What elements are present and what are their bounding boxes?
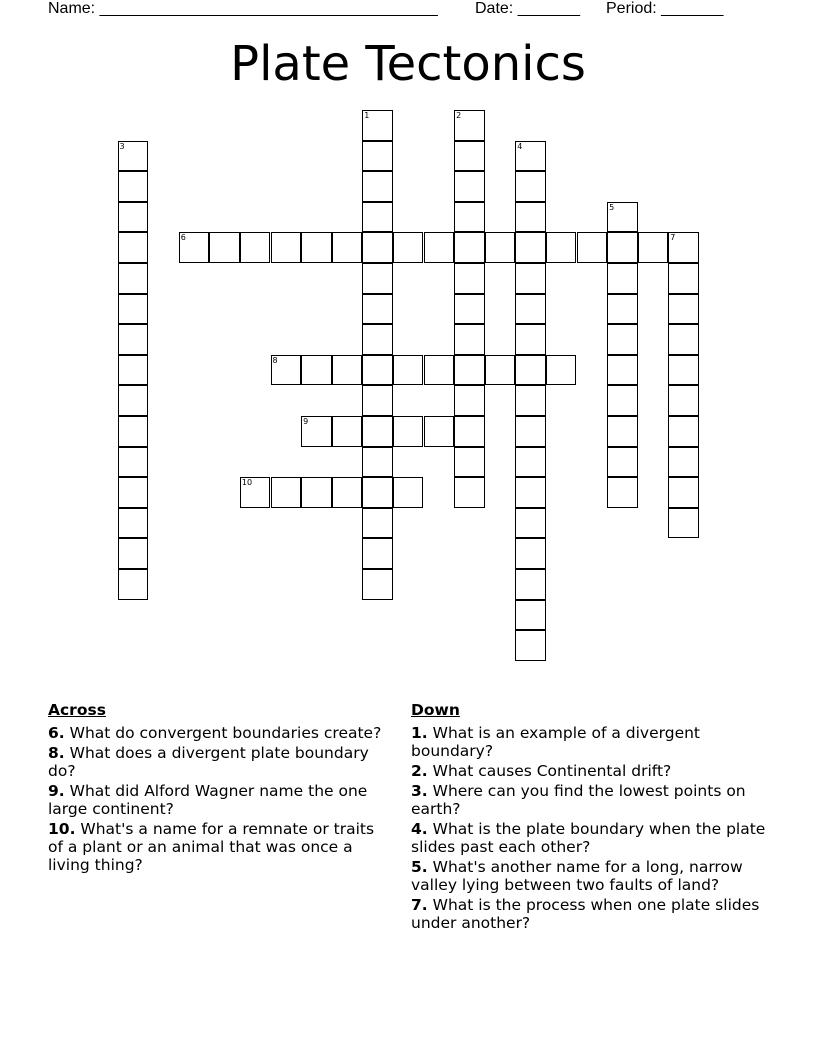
grid-cell[interactable] [301, 416, 332, 447]
grid-cell[interactable] [240, 477, 271, 508]
grid-cell[interactable] [118, 171, 149, 202]
grid-cell[interactable] [362, 141, 393, 172]
clue-number: 1. [411, 724, 428, 742]
grid-cell[interactable] [454, 385, 485, 416]
clue-number: 9. [48, 782, 65, 800]
grid-cell[interactable] [271, 477, 302, 508]
grid-cell[interactable] [668, 355, 699, 386]
cell-number: 7 [670, 233, 676, 243]
cell-number: 8 [272, 355, 278, 365]
grid-cell[interactable] [301, 477, 332, 508]
grid-cell[interactable] [118, 385, 149, 416]
grid-cell[interactable] [424, 355, 455, 386]
clue-text: What did Alford Wagner name the one large continent? [48, 782, 368, 818]
clue-text: What is an example of a divergent boundary? [411, 724, 700, 760]
grid-cell[interactable] [668, 508, 699, 539]
grid-cell[interactable] [454, 202, 485, 233]
grid-cell[interactable] [271, 355, 302, 386]
clue-down-1 [411, 724, 766, 760]
grid-cell[interactable] [179, 232, 210, 263]
grid-cell[interactable] [362, 508, 393, 539]
grid-cell[interactable] [362, 232, 393, 263]
cell-number: 5 [609, 202, 615, 212]
clue-text: What is the plate boundary when the plate slides past each other? [411, 820, 766, 856]
grid-cell[interactable] [607, 324, 638, 355]
grid-cell[interactable] [393, 477, 424, 508]
clue-down-5 [411, 858, 766, 894]
grid-cell[interactable] [577, 232, 608, 263]
grid-cell[interactable] [668, 263, 699, 294]
cell-number: 9 [303, 417, 309, 426]
grid-cell[interactable] [454, 171, 485, 202]
grid-cell[interactable] [485, 232, 516, 263]
clue-text: What is the process when one plate slides under another? [411, 896, 760, 932]
grid-cell[interactable] [393, 232, 424, 263]
grid-cell[interactable] [454, 294, 485, 325]
clue-number: 5. [411, 858, 428, 876]
grid-cell[interactable] [424, 416, 455, 447]
grid-cell[interactable] [118, 324, 149, 355]
grid-cell[interactable] [607, 355, 638, 386]
grid-cell[interactable] [607, 447, 638, 478]
grid-cell[interactable] [118, 263, 149, 294]
grid-cell[interactable] [362, 294, 393, 325]
cell-number: 4 [517, 141, 523, 151]
grid-cell[interactable] [362, 110, 393, 141]
grid-cell[interactable] [362, 263, 393, 294]
grid-cell[interactable] [638, 232, 669, 263]
grid-cell[interactable] [332, 477, 363, 508]
grid-cell[interactable] [668, 416, 699, 447]
clue-number: 3. [411, 782, 428, 800]
period-field[interactable]: Period: _______ [606, 0, 724, 17]
grid-cell[interactable] [485, 355, 516, 386]
clue-text: What causes Continental drift? [432, 762, 672, 780]
grid-cell[interactable] [515, 141, 546, 172]
clue-down-7 [411, 896, 766, 932]
clue-across-10 [48, 820, 393, 874]
grid-cell[interactable] [301, 232, 332, 263]
grid-cell[interactable] [454, 141, 485, 172]
grid-cell[interactable] [515, 202, 546, 233]
across-clues-section [48, 700, 393, 876]
grid-cell[interactable] [668, 477, 699, 508]
clue-text: What do convergent boundaries create? [69, 724, 382, 742]
clue-number: 6. [48, 724, 65, 742]
grid-cell[interactable] [393, 355, 424, 386]
grid-cell[interactable] [515, 324, 546, 355]
grid-cell[interactable] [393, 416, 424, 447]
grid-cell[interactable] [668, 447, 699, 478]
grid-cell[interactable] [515, 569, 546, 600]
grid-cell[interactable] [362, 385, 393, 416]
grid-cell[interactable] [332, 355, 363, 386]
clue-number: 7. [411, 896, 428, 914]
clue-down-2 [411, 762, 766, 780]
page-title: Plate Tectonics [230, 36, 586, 92]
clue-across-8 [48, 744, 393, 780]
grid-cell[interactable] [118, 538, 149, 569]
clue-text: What does a divergent plate boundary do? [48, 744, 369, 780]
grid-cell[interactable] [515, 477, 546, 508]
grid-cell[interactable] [118, 569, 149, 600]
cell-number: 3 [119, 141, 125, 151]
down-heading: Down [411, 701, 460, 719]
grid-cell[interactable] [240, 232, 271, 263]
grid-cell[interactable] [515, 385, 546, 416]
grid-cell[interactable] [118, 416, 149, 447]
clue-text: What's a name for a remnate or traits of a plant or an animal that was once a living thing? [48, 820, 375, 874]
grid-cell[interactable] [362, 416, 393, 447]
grid-cell[interactable] [362, 355, 393, 386]
grid-cell[interactable] [424, 232, 455, 263]
grid-cell[interactable] [454, 324, 485, 355]
grid-cell[interactable] [515, 171, 546, 202]
cell-number: 6 [180, 233, 186, 243]
grid-cell[interactable] [362, 202, 393, 233]
grid-cell[interactable] [454, 232, 485, 263]
clue-across-9 [48, 782, 393, 818]
grid-cell[interactable] [118, 508, 149, 539]
grid-cell[interactable] [515, 355, 546, 386]
cell-number: 1 [364, 111, 370, 120]
grid-cell[interactable] [209, 232, 240, 263]
grid-cell[interactable] [271, 232, 302, 263]
grid-cell[interactable] [362, 538, 393, 569]
grid-cell[interactable] [118, 477, 149, 508]
clue-across-6 [48, 724, 393, 742]
grid-cell[interactable] [607, 202, 638, 233]
grid-cell[interactable] [607, 263, 638, 294]
clue-number: 10. [48, 820, 76, 838]
grid-cell[interactable] [515, 600, 546, 631]
grid-cell[interactable] [454, 477, 485, 508]
grid-cell[interactable] [332, 416, 363, 447]
grid-cell[interactable] [515, 508, 546, 539]
grid-cell[interactable] [515, 294, 546, 325]
grid-cell[interactable] [515, 416, 546, 447]
grid-cell[interactable] [118, 294, 149, 325]
name-field[interactable]: Name: ______________________________________ [48, 0, 438, 17]
grid-cell[interactable] [515, 263, 546, 294]
grid-cell[interactable] [668, 294, 699, 325]
grid-cell[interactable] [515, 232, 546, 263]
grid-cell[interactable] [118, 202, 149, 233]
grid-cell[interactable] [454, 110, 485, 141]
grid-cell[interactable] [515, 630, 546, 661]
grid-cell[interactable] [607, 416, 638, 447]
grid-cell[interactable] [454, 447, 485, 478]
grid-cell[interactable] [362, 447, 393, 478]
grid-cell[interactable] [118, 447, 149, 478]
grid-cell[interactable] [454, 416, 485, 447]
date-field[interactable]: Date: _______ [475, 0, 580, 17]
clue-down-4 [411, 820, 766, 856]
grid-cell[interactable] [607, 232, 638, 263]
grid-cell[interactable] [362, 569, 393, 600]
cell-number: 2 [456, 111, 462, 120]
grid-cell[interactable] [546, 355, 577, 386]
grid-cell[interactable] [118, 141, 149, 172]
across-heading: Across [48, 701, 106, 719]
grid-cell[interactable] [332, 232, 363, 263]
cell-number: 10 [241, 478, 253, 488]
grid-cell[interactable] [362, 477, 393, 508]
grid-cell[interactable] [668, 385, 699, 416]
grid-cell[interactable] [362, 324, 393, 355]
clue-number: 2. [411, 762, 428, 780]
grid-cell[interactable] [515, 538, 546, 569]
clue-number: 4. [411, 820, 428, 838]
grid-cell[interactable] [454, 355, 485, 386]
grid-cell[interactable] [118, 355, 149, 386]
grid-cell[interactable] [668, 232, 699, 263]
grid-cell[interactable] [118, 232, 149, 263]
clue-text: What's another name for a long, narrow valley lying between two faults of land? [411, 858, 743, 894]
grid-cell[interactable] [607, 294, 638, 325]
clue-text: Where can you find the lowest points on earth? [411, 782, 746, 818]
grid-cell[interactable] [668, 324, 699, 355]
grid-cell[interactable] [362, 171, 393, 202]
grid-cell[interactable] [607, 477, 638, 508]
clue-number: 8. [48, 744, 65, 762]
grid-cell[interactable] [607, 385, 638, 416]
clue-down-3 [411, 782, 766, 818]
grid-cell[interactable] [301, 355, 332, 386]
grid-cell[interactable] [454, 263, 485, 294]
down-clues-section [411, 700, 766, 934]
grid-cell[interactable] [546, 232, 577, 263]
grid-cell[interactable] [515, 447, 546, 478]
